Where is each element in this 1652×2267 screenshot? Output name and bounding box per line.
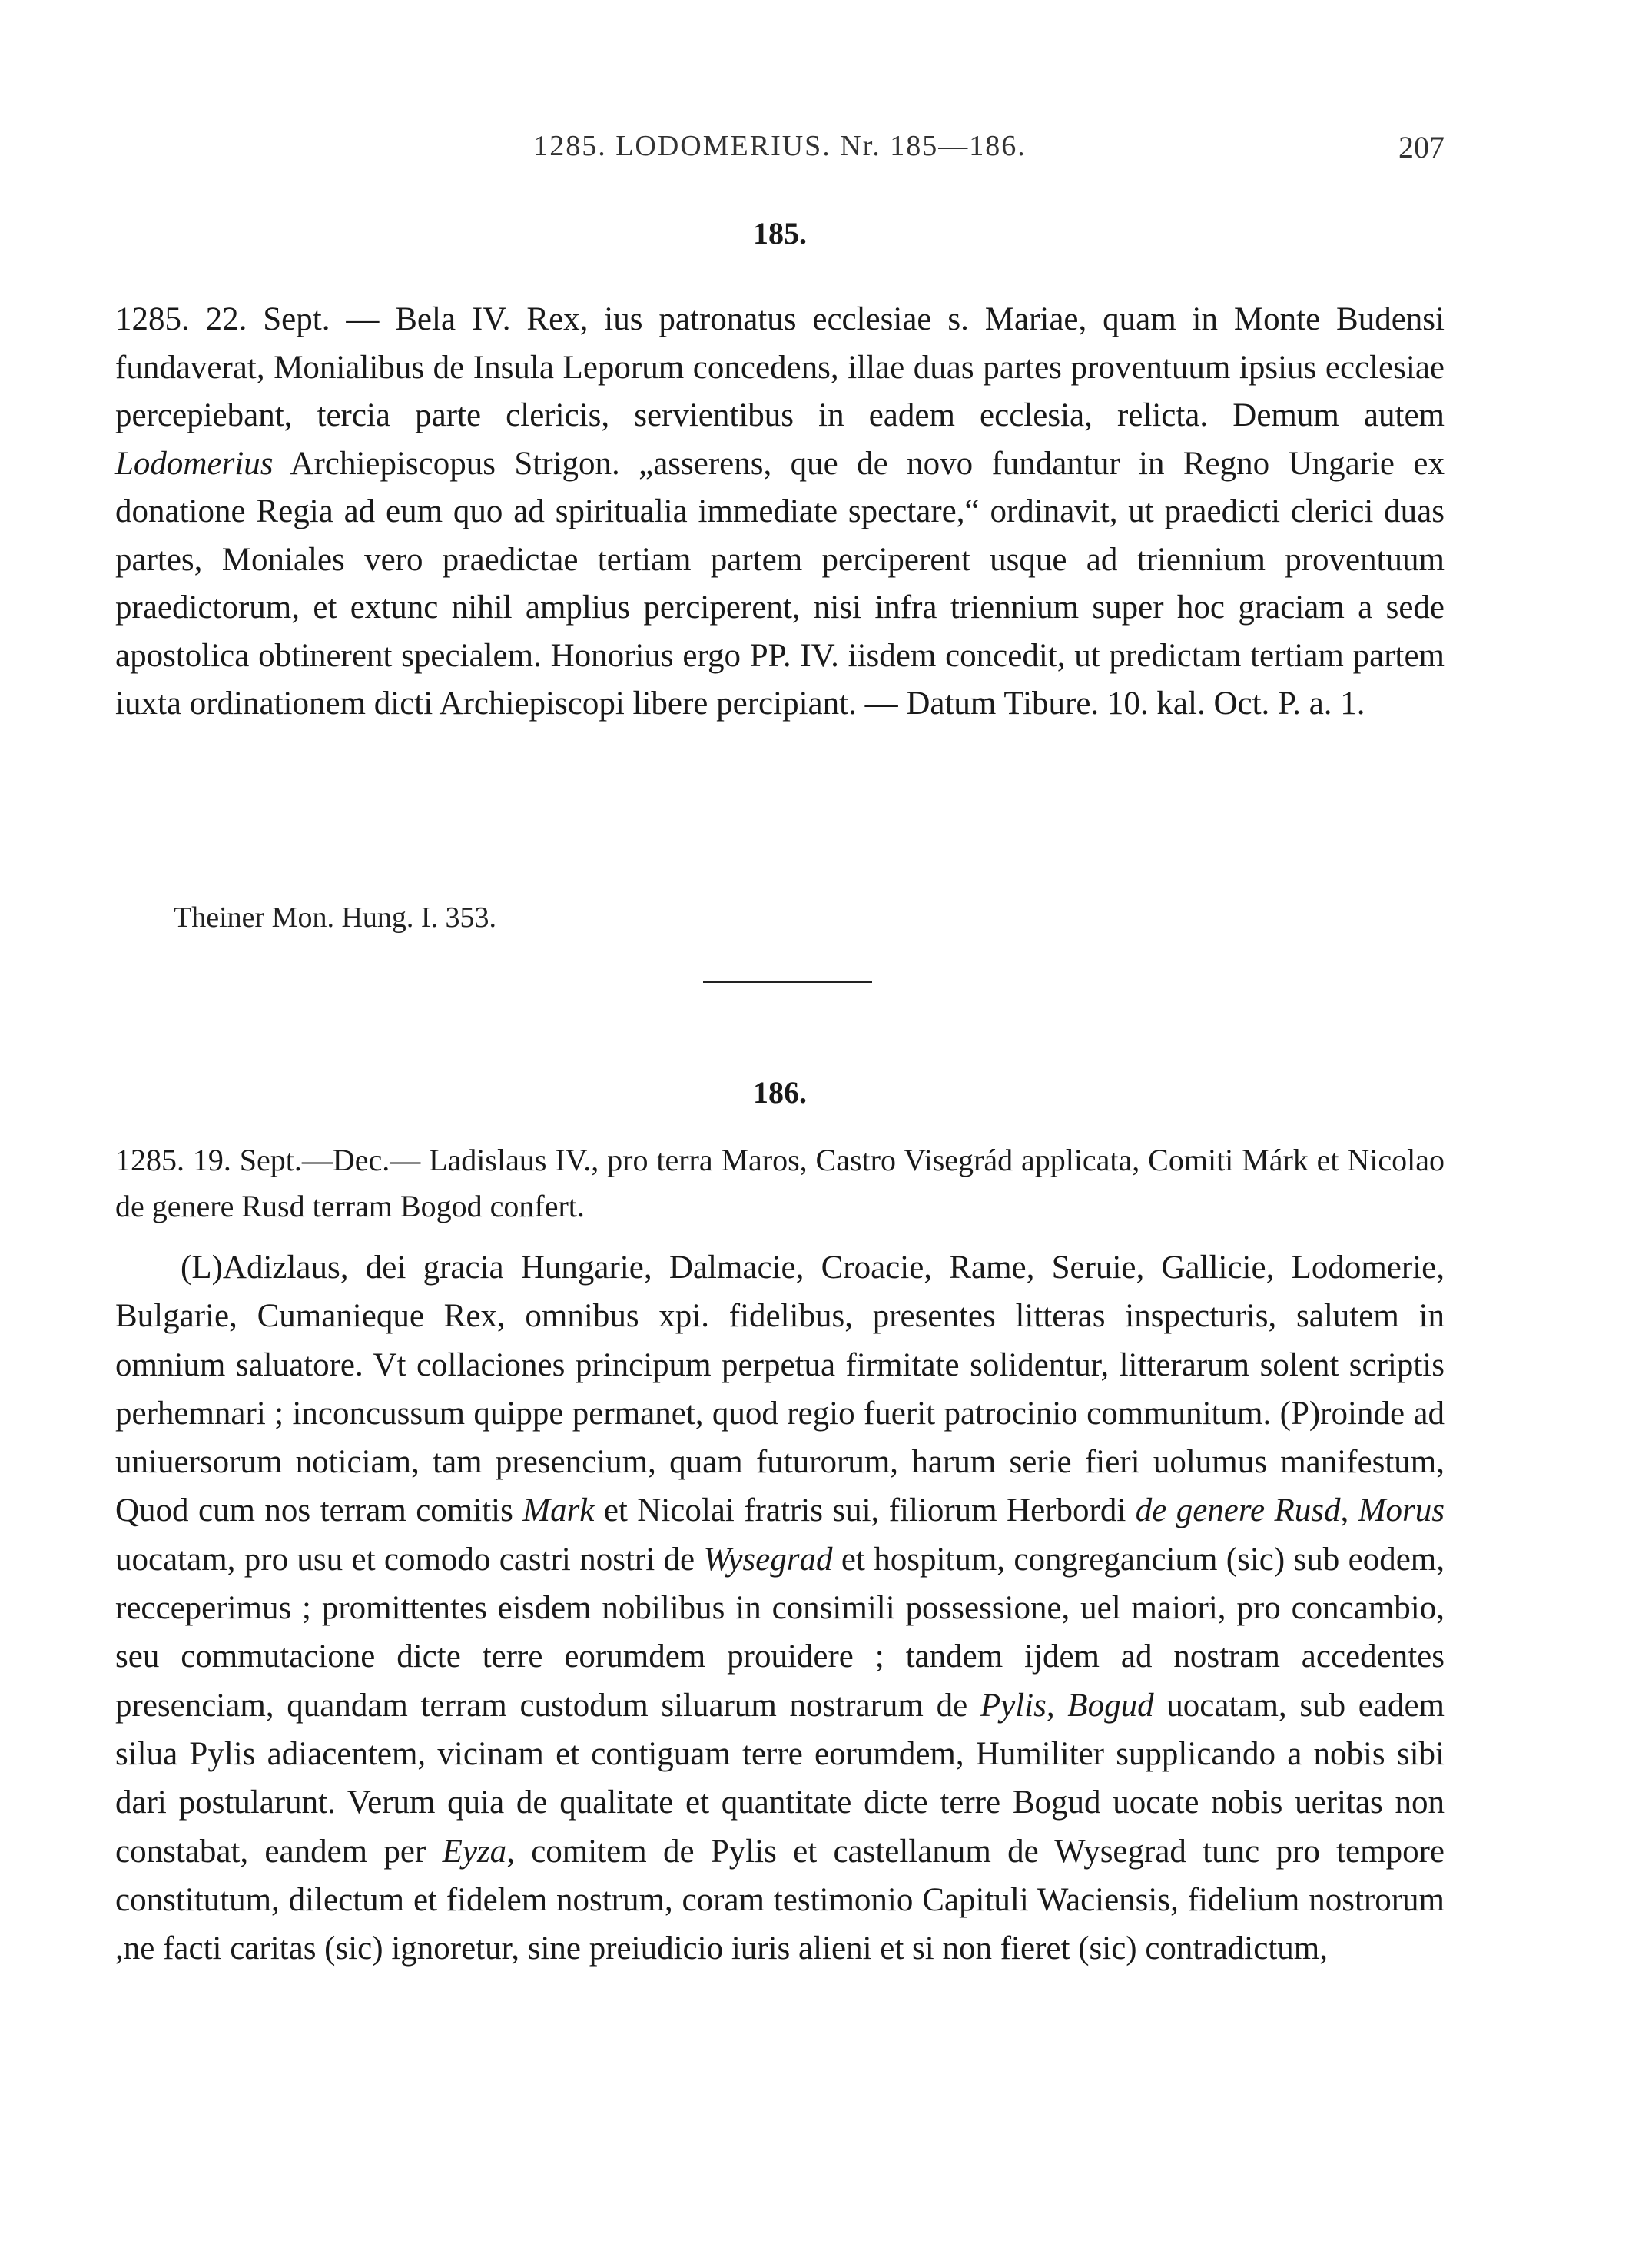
- name-wysegrad: Wysegrad: [703, 1541, 833, 1578]
- section-divider: [703, 981, 872, 983]
- source-citation: Theiner Mon. Hung. I. 353.: [174, 901, 497, 934]
- name-morus: Morus: [1358, 1492, 1445, 1529]
- regest-186: 1285. 19. Sept.—Dec.— Ladislaus IV., pro terra Maros, Castro Visegrád applicata, Comiti Márk et Nicolao de genere Rusd terram Bogod confert.: [115, 1143, 1445, 1223]
- name-pylis: Pylis: [980, 1687, 1047, 1724]
- name-eyza: Eyza: [442, 1833, 507, 1870]
- name-mark: Mark: [522, 1492, 595, 1529]
- document-number-185: 185.: [753, 216, 807, 251]
- regest-185: 1285. 22. Sept. — Bela IV. Rex, ius patronatus ecclesiae s. Mariae, quam in Monte Budensi fundaverat, Monialibus de Insula Leporum concedens, illae duas partes proventuum ipsius ecclesiae percepiebant, tercia parte clericis, servientibus in eadem ecclesia, relicta. Demum autem Lodomerius Archiepiscopus Strigon. „asserens, que de novo fundantur in Regno Ungarie ex donatione Regia ad eum quo ad spiritualia immediate spectare,“ ordinavit, ut praedicti clerici duas partes, Moniales vero praedictae tertiam partem perciperent usque ad triennium proventuum praedictorum, et extunc nihil amplius perciperent, nisi infra triennium super hoc graciam a sede apostolica obtinerent specialem. Honorius ergo PP. IV. iisdem concedit, ut predictam tertiam partem iuxta ordinationem dicti Archiepiscopi libere percipiant. — Datum Tibure. 10. kal. Oct. P. a. 1.: [115, 301, 1445, 722]
- document-number-186: 186.: [753, 1075, 807, 1110]
- page-number: 207: [1398, 130, 1445, 164]
- name-bogud: Bogud: [1067, 1687, 1154, 1724]
- running-head: [115, 129, 1445, 175]
- name-lodomerius: Lodomerius: [115, 445, 274, 482]
- running-title: 1285. LODOMERIUS. Nr. 185—186.: [533, 130, 1027, 162]
- name-de-genere-rusd: de genere Rusd: [1135, 1492, 1341, 1529]
- charter-text: (L)Adizlaus, dei gracia Hungarie, Dalmacie, Croacie, Rame, Seruie, Gallicie, Lodomerie, Bulgarie, Cumanieque Rex, omnibus xpi. fidelibus, presentes litteras inspecturis, salutem in omnium saluatore. Vt collaciones principum perpetua firmitate solidentur, litterarum solent scriptis perhemnari ; inconcussum quippe permanet, quod regio fuerit patrocinio communitum. (P)roinde ad uniuersorum noticiam, tam presencium, quam futurorum, harum serie fieri uolumus manifestum, Quod cum nos terram comitis Mark et Nicolai fratris sui, filiorum Herbordi de genere Rusd, Morus uocatam, pro usu et comodo castri nostri de Wysegrad et hospitum, congregancium (sic) sub eodem, recceperimus ; promittentes eisdem nobilibus in consimili possessione, uel maiori, pro concambio, seu commutacione dicte terre eorumdem prouidere ; tandem ijdem ad nostram accedentes presenciam, quandam terram custodum siluarum nostrarum de Pylis, Bogud uocatam, sub eadem silua Pylis adiacentem, vicinam et contiguam terre eorumdem, Humiliter supplicando a nobis sibi dari postularunt. Verum quia de qualitate et quantitate dicte terre Bogud uocate nobis ueritas non constabat, eandem per Eyza, comitem de Pylis et castellanum de Wysegrad tunc pro tempore constitutum, dilectum et fidelem nostrum, coram testimonio Capituli Waciensis, fidelium nostrorum ,ne facti caritas (sic) ignoretur, sine preiudicio iuris alieni et si non fieret (sic) contradictum,: [115, 1250, 1445, 1967]
